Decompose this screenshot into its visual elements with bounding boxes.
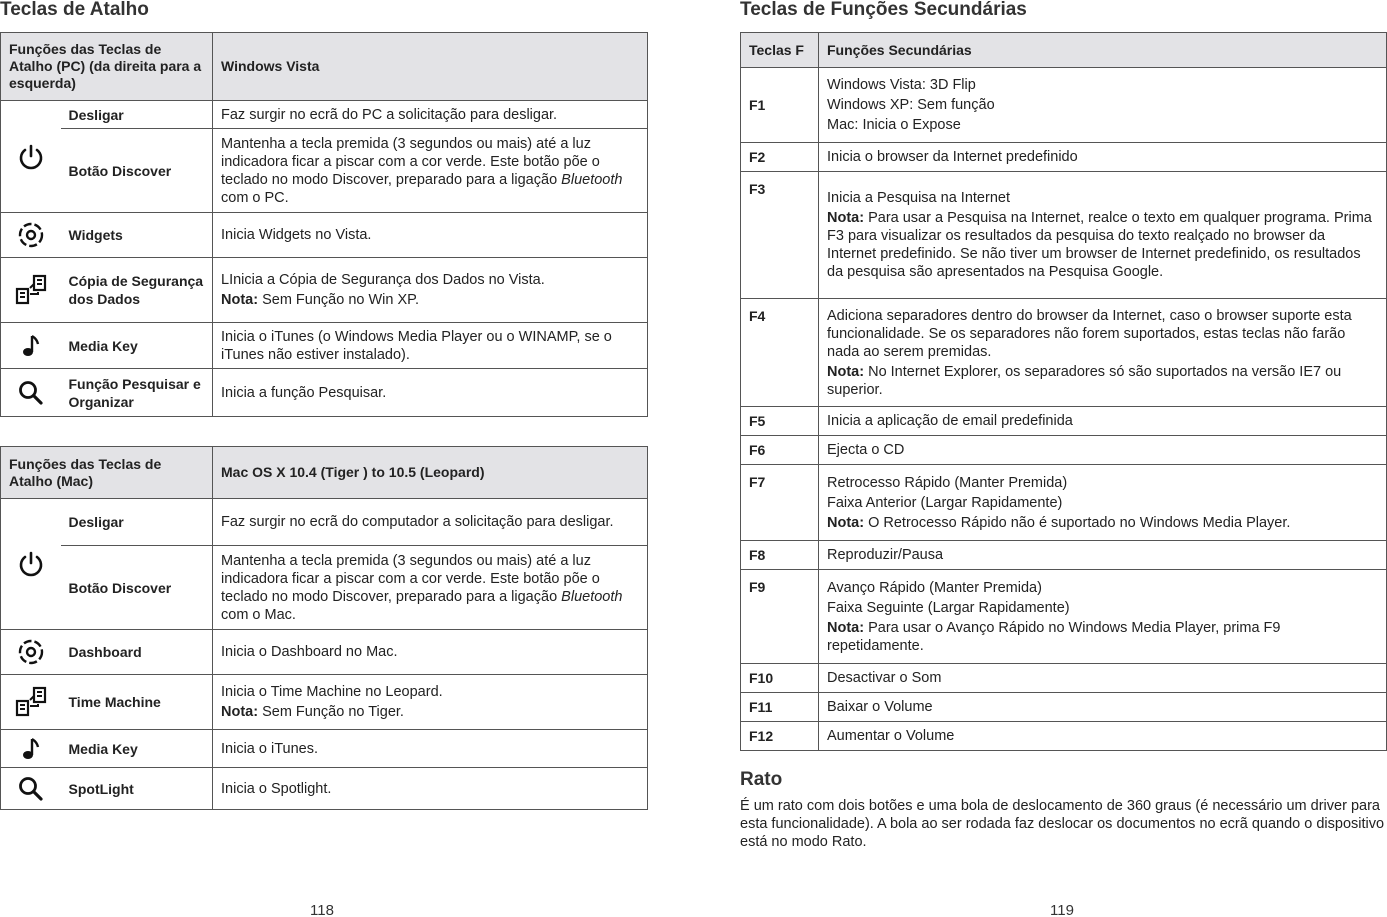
- function-keys-table: [740, 32, 1387, 751]
- fkey-desc-line: Mac: Inicia o Expose: [827, 117, 961, 133]
- pc-backup-name: Cópia de Segurança dos Dados: [61, 258, 213, 323]
- mac-spot-name: SpotLight: [61, 768, 213, 810]
- note-text: No Internet Explorer, os separadores só são suportados na versão IE7 ou superior.: [827, 363, 1342, 398]
- left-page-number: 118: [310, 902, 334, 917]
- fkey-row: [741, 172, 1387, 299]
- mac-dashboard-name: Dashboard: [61, 630, 213, 675]
- note-label: Nota:: [827, 363, 865, 380]
- fkey-desc: [819, 172, 1387, 299]
- fkey-note: [827, 619, 1378, 655]
- pc-desligar-name: Desligar: [61, 101, 213, 129]
- fkey-label: F2: [741, 143, 819, 172]
- pc-widgets-desc: Inicia Widgets no Vista.: [213, 213, 648, 258]
- widgets-icon: [16, 220, 46, 250]
- mac-discover-name: Botão Discover: [61, 546, 213, 630]
- mac-power-icon-cell: [1, 499, 61, 630]
- pc-discover-tail: com o PC.: [221, 189, 289, 206]
- mac-media-desc: Inicia o iTunes.: [213, 730, 648, 768]
- fkey-note: [827, 209, 1378, 281]
- fkey-desc: [819, 570, 1387, 664]
- pc-discover-bluetooth: Bluetooth: [561, 171, 623, 188]
- search-icon: [17, 379, 45, 407]
- pc-media-desc: Inicia o iTunes (o Windows Media Player ou o WINAMP, se o iTunes não estiver instalado).: [213, 323, 648, 369]
- fkey-row: [741, 722, 1387, 751]
- pc-backup-note-label: Nota:: [221, 292, 259, 308]
- widgets-icon-cell: [1, 213, 61, 258]
- mac-tm-desc-cell: [213, 675, 648, 730]
- fkey-label: F5: [741, 407, 819, 436]
- fkey-desc-line: Retrocesso Rápido (Manter Premida): [827, 474, 1068, 491]
- pc-shortcut-table: [0, 32, 648, 417]
- fkey-desc-line: Avanço Rápido (Manter Premida): [827, 579, 1042, 596]
- fkey-desc-line: Windows XP: Sem função: [827, 97, 995, 113]
- power-icon: [16, 142, 46, 172]
- pc-backup-desc-cell: [213, 258, 648, 323]
- right-page-number: 119: [1050, 902, 1074, 917]
- spotlight-icon-cell: [1, 768, 61, 810]
- note-text: Para usar a Pesquisa na Internet, realce o texto em qualquer programa. Prima F3 para visualizar os resultados da pesquisa do texto realçado no browser da Internet predefinido. Se não tiver um browser de Internet predefinido, os resultados da pesquisa são apresentados na Pesquisa Google.: [827, 210, 1372, 280]
- fkey-label: F8: [741, 541, 819, 570]
- mac-desligar-name: Desligar: [61, 499, 213, 546]
- pc-widgets-name: Widgets: [61, 213, 213, 258]
- pc-search-desc: Inicia a função Pesquisar.: [213, 369, 648, 417]
- fkey-row: [741, 407, 1387, 436]
- rato-paragraph: É um rato com dois botões e uma bola de deslocamento de 360 graus (é necessário um driver para esta funcionalidade). A bola ao ser rodada faz deslocar os documentos no ecrã quando o dispositivo está no modo Rato.: [740, 798, 1385, 850]
- mac-header-col1: Funções das Teclas de Atalho (Mac): [1, 447, 213, 499]
- dashboard-icon: [16, 637, 46, 667]
- fkey-desc: Ejecta o CD: [819, 436, 1387, 465]
- fkey-label: F10: [741, 664, 819, 693]
- mac-media-icon-cell: [1, 730, 61, 768]
- fkey-row: [741, 570, 1387, 664]
- mac-discover-desc: Mantenha a tecla premida (3 segundos ou mais) até a luz indicadora ficar a piscar com a cor verde. Este botão põe o teclado no modo Discover, preparado para a ligação: [221, 552, 600, 605]
- mac-shortcut-table: [0, 446, 648, 810]
- fkey-label: F1: [741, 68, 819, 143]
- mac-desligar-desc: Faz surgir no ecrã do computador a solicitação para desligar.: [213, 499, 648, 546]
- fkey-desc: [819, 465, 1387, 541]
- left-page-title: Teclas de Atalho: [0, 0, 149, 20]
- left-page: [0, 0, 648, 810]
- mac-discover-tail: com o Mac.: [221, 606, 296, 623]
- music-note-icon: [19, 333, 43, 359]
- fkey-row: [741, 68, 1387, 143]
- fkey-desc: Inicia o browser da Internet predefinido: [819, 143, 1387, 172]
- mac-tm-desc: Inicia o Time Machine no Leopard.: [221, 684, 443, 700]
- fkey-label: F11: [741, 693, 819, 722]
- fkey-desc: [819, 299, 1387, 407]
- search-icon-cell: [1, 369, 61, 417]
- fkeys-header-col1: Teclas F: [741, 33, 819, 68]
- power-icon: [16, 549, 46, 579]
- fkey-desc-line: Faixa Anterior (Largar Rapidamente): [827, 494, 1063, 511]
- fkey-label: F12: [741, 722, 819, 751]
- fkey-desc: [819, 68, 1387, 143]
- backup-icon: [13, 272, 49, 308]
- fkey-row: [741, 143, 1387, 172]
- fkey-desc: Baixar o Volume: [819, 693, 1387, 722]
- pc-desligar-desc: Faz surgir no ecrã do PC a solicitação para desligar.: [213, 101, 648, 129]
- fkey-row: [741, 693, 1387, 722]
- pc-header-col2: Windows Vista: [213, 33, 648, 101]
- fkey-row: [741, 465, 1387, 541]
- mac-tm-note-label: Nota:: [221, 704, 259, 720]
- mac-media-name: Media Key: [61, 730, 213, 768]
- dashboard-icon-cell: [1, 630, 61, 675]
- fkey-row: [741, 664, 1387, 693]
- fkey-label: F7: [741, 465, 819, 541]
- fkey-label: F3: [741, 172, 819, 299]
- pc-media-name: Media Key: [61, 323, 213, 369]
- mac-tm-note-text: Sem Função no Tiger.: [258, 704, 404, 720]
- fkey-desc: Inicia a aplicação de email predefinida: [819, 407, 1387, 436]
- mac-header-col2: Mac OS X 10.4 (Tiger ) to 10.5 (Leopard): [213, 447, 648, 499]
- mac-dashboard-desc: Inicia o Dashboard no Mac.: [213, 630, 648, 675]
- fkey-row: [741, 299, 1387, 407]
- fkey-desc: Desactivar o Som: [819, 664, 1387, 693]
- pc-search-name: Função Pesquisar e Organizar: [61, 369, 213, 417]
- rato-heading: Rato: [740, 769, 783, 790]
- fkey-desc: Reproduzir/Pausa: [819, 541, 1387, 570]
- mac-spot-desc: Inicia o Spotlight.: [213, 768, 648, 810]
- fkey-row: [741, 436, 1387, 465]
- fkey-desc-line: Inicia a Pesquisa na Internet: [827, 190, 1010, 206]
- pc-header-col1: Funções das Teclas de Atalho (PC) (da direita para a esquerda): [1, 33, 213, 101]
- mac-discover-bluetooth: Bluetooth: [561, 588, 623, 605]
- fkey-note: [827, 514, 1378, 532]
- note-label: Nota:: [827, 514, 865, 531]
- right-page-title: Teclas de Funções Secundárias: [740, 0, 1027, 20]
- fkey-note: [827, 363, 1378, 399]
- fkey-desc: Aumentar o Volume: [819, 722, 1387, 751]
- music-note-icon: [19, 736, 43, 762]
- fkey-desc-line: Adiciona separadores dentro do browser da Internet, caso o browser suporte esta funcionalidade. Se os separadores não forem suportados, estas teclas não farão nada ao serem premidas.: [827, 307, 1352, 360]
- fkey-label: F4: [741, 299, 819, 407]
- fkey-desc-line: Faixa Seguinte (Largar Rapidamente): [827, 599, 1070, 616]
- pc-discover-desc: Mantenha a tecla premida (3 segundos ou mais) até a luz indicadora ficar a piscar com a cor verde. Este botão põe o teclado no modo Discover, preparado para a ligação: [221, 135, 600, 188]
- fkey-label: F6: [741, 436, 819, 465]
- pc-backup-desc: LInicia a Cópia de Segurança dos Dados no Vista.: [221, 272, 545, 288]
- backup-icon: [13, 684, 49, 720]
- fkey-row: [741, 541, 1387, 570]
- time-machine-icon-cell: [1, 675, 61, 730]
- right-page: [740, 0, 1387, 851]
- pc-backup-note-text: Sem Função no Win XP.: [258, 292, 419, 308]
- pc-discover-desc-cell: [213, 129, 648, 213]
- fkeys-header-col2: Funções Secundárias: [819, 33, 1387, 68]
- search-icon: [17, 775, 45, 803]
- media-icon-cell: [1, 323, 61, 369]
- note-text: O Retrocesso Rápido não é suportado no Windows Media Player.: [864, 514, 1291, 531]
- note-text: Para usar o Avanço Rápido no Windows Media Player, prima F9 repetidamente.: [827, 619, 1281, 654]
- pc-backup-note: [221, 291, 639, 309]
- backup-icon-cell: [1, 258, 61, 323]
- pc-discover-name: Botão Discover: [61, 129, 213, 213]
- mac-discover-desc-cell: [213, 546, 648, 630]
- fkey-desc-line: Windows Vista: 3D Flip: [827, 77, 976, 93]
- mac-tm-note: [221, 703, 639, 721]
- note-label: Nota:: [827, 619, 865, 636]
- power-icon-cell: [1, 101, 61, 213]
- mac-tm-name: Time Machine: [61, 675, 213, 730]
- note-label: Nota:: [827, 210, 865, 226]
- fkey-label: F9: [741, 570, 819, 664]
